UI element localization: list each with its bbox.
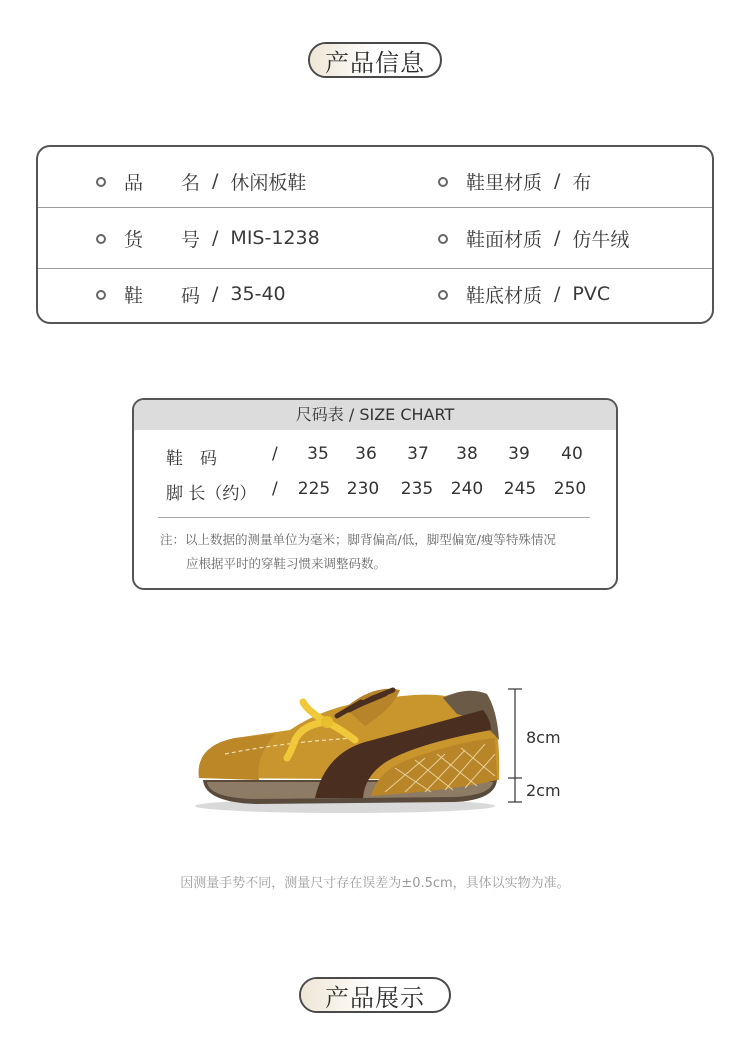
info-label: 鞋 码 bbox=[124, 284, 201, 307]
size-row-label: 鞋 码 bbox=[166, 449, 217, 469]
product-info-table bbox=[36, 145, 714, 324]
section-title: 产品展示 bbox=[325, 983, 425, 1012]
bullet-icon bbox=[438, 177, 448, 187]
size-cell: 38 bbox=[456, 444, 478, 464]
size-cell: 225 bbox=[297, 479, 331, 499]
section-header-product-info bbox=[308, 42, 442, 78]
size-note: 注：以上数据的测量单位为毫米；脚背偏高/低，脚型偏宽/瘦等特殊情况 bbox=[160, 532, 556, 547]
size-row-label: 脚 长（约） bbox=[166, 484, 257, 504]
size-cell: 250 bbox=[553, 479, 587, 499]
divider bbox=[158, 517, 590, 518]
size-cell: 245 bbox=[503, 479, 537, 499]
bullet-icon bbox=[96, 290, 106, 300]
size-row-foot-length: 脚 长（约） / 225 230 235 240 245 250 bbox=[134, 475, 616, 505]
dimension-upper-label: 8cm bbox=[526, 728, 561, 747]
info-value: MIS-1238 bbox=[230, 227, 320, 249]
bullet-icon bbox=[96, 177, 106, 187]
measurement-disclaimer: 因测量手势不同，测量尺寸存在误差为±0.5cm，具体以实物为准。 bbox=[180, 876, 570, 891]
size-chart-title: 尺码表 / SIZE CHART bbox=[134, 400, 616, 430]
bullet-icon bbox=[438, 234, 448, 244]
bullet-icon bbox=[438, 290, 448, 300]
size-row-shoe-size: 鞋 码 / 35 36 37 38 39 40 bbox=[134, 440, 616, 470]
size-cell: 235 bbox=[400, 479, 434, 499]
section-title: 产品信息 bbox=[325, 48, 425, 77]
size-cell: 36 bbox=[355, 444, 377, 464]
size-cell: 40 bbox=[561, 444, 583, 464]
shoe-image bbox=[195, 680, 575, 820]
info-label: 鞋底材质 bbox=[466, 284, 543, 307]
dimension-sole-label: 2cm bbox=[526, 781, 561, 800]
info-label: 货 号 bbox=[124, 228, 201, 251]
section-header-product-display bbox=[299, 977, 451, 1013]
info-value: 35-40 bbox=[230, 283, 286, 305]
info-row: 鞋 码 / 35-40 鞋底材质 / PVC bbox=[38, 265, 712, 323]
info-label: 鞋面材质 bbox=[466, 228, 543, 251]
bullet-icon bbox=[96, 234, 106, 244]
size-cell: 230 bbox=[346, 479, 380, 499]
info-value: PVC bbox=[572, 283, 611, 305]
size-cell: 35 bbox=[307, 444, 329, 464]
info-label: 鞋里材质 bbox=[466, 171, 543, 194]
size-cell: 39 bbox=[508, 444, 530, 464]
info-row: 品 名 / 休闲板鞋 鞋里材质 / 布 bbox=[38, 152, 712, 210]
size-chart bbox=[132, 398, 618, 590]
info-row: 货 号 / MIS-1238 鞋面材质 / 仿牛绒 bbox=[38, 209, 712, 267]
info-value: 布 bbox=[572, 171, 592, 194]
info-value: 仿牛绒 bbox=[572, 228, 630, 251]
size-note: 应根据平时的穿鞋习惯来调整码数。 bbox=[186, 556, 387, 571]
info-label: 品 名 bbox=[124, 171, 201, 194]
size-cell: 240 bbox=[450, 479, 484, 499]
size-cell: 37 bbox=[407, 444, 429, 464]
info-value: 休闲板鞋 bbox=[230, 171, 307, 194]
